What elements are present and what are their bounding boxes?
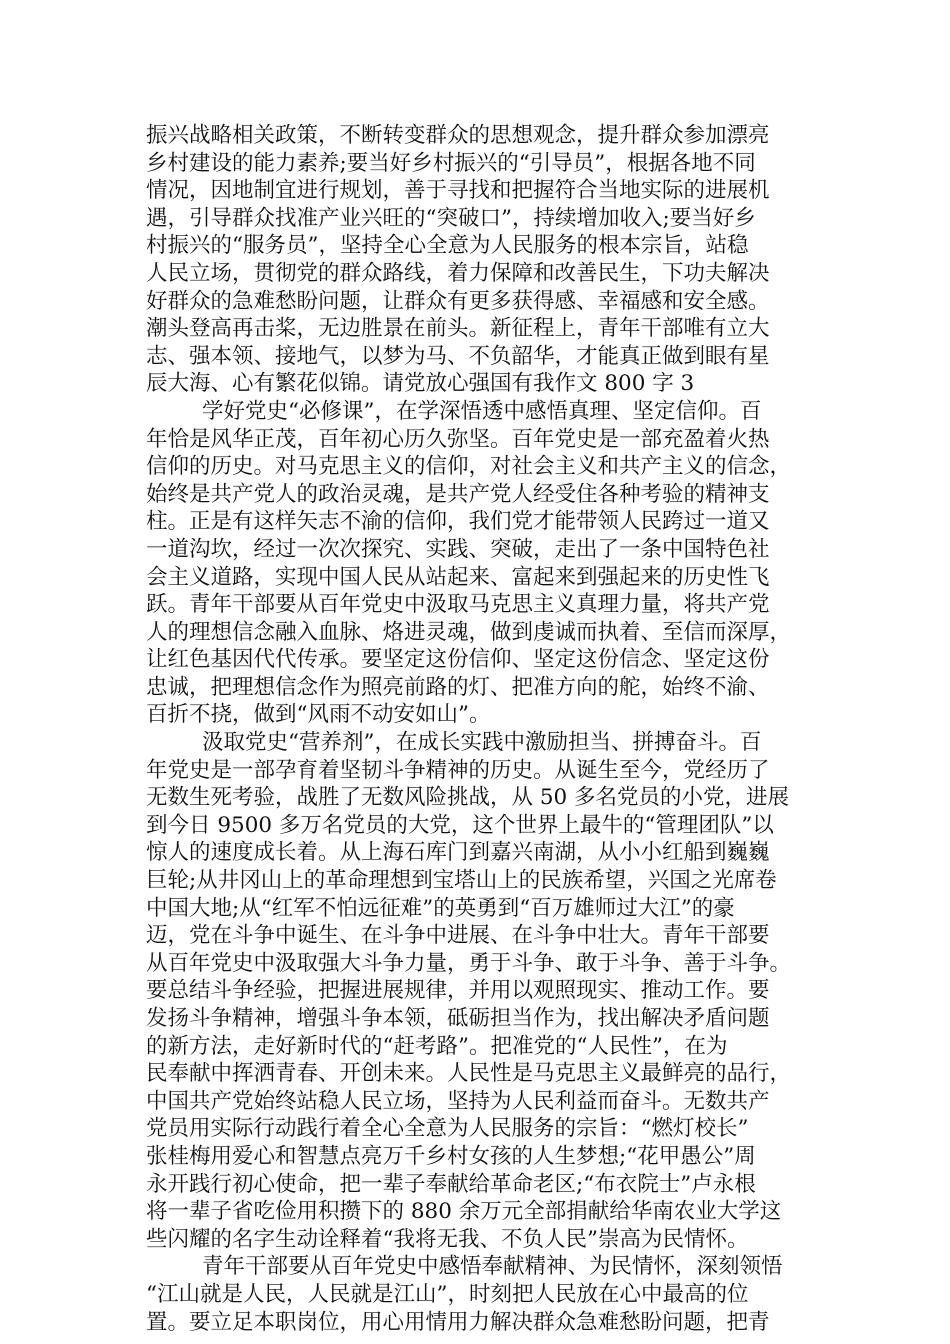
text-line: 年党史是一部孕育着坚韧斗争精神的历史。从诞生至今，党经历了 bbox=[146, 757, 770, 783]
text-line: 惊人的速度成长着。从上海石库门到嘉兴南湖，从小小红船到巍巍 bbox=[146, 840, 770, 866]
text-line: 到今日 9500 多万名党员的大党，这个世界上最牛的“管理团队”以 bbox=[146, 812, 774, 838]
text-line: 忠诚，把理想信念作为照亮前路的灯、把准方向的舵，始终不渝、 bbox=[146, 674, 770, 700]
text-line: 会主义道路，实现中国人民从站起来、富起来到强起来的历史性飞 bbox=[146, 564, 770, 590]
text-line: 信仰的历史。对马克思主义的信仰，对社会主义和共产主义的信念， bbox=[146, 454, 792, 480]
text-line: 中国大地;从“红军不怕远征难”的英勇到“百万雄师过大江”的豪 bbox=[146, 895, 735, 921]
text-line: 要总结斗争经验，把握进展规律，并用以观照现实、推动工作。要 bbox=[146, 978, 770, 1004]
text-line: 让红色基因代代传承。要坚定这份信仰、坚定这份信念、坚定这份 bbox=[146, 647, 770, 673]
text-line: 的新方法，走好新时代的“赶考路”。把准党的“人民性”，在为 bbox=[146, 1033, 728, 1059]
text-line: 党员用实际行动践行着全心全意为人民服务的宗旨：“燃灯校长” bbox=[146, 1116, 749, 1142]
text-line: 村振兴的“服务员”，坚持全心全意为人民服务的根本宗旨，站稳 bbox=[146, 233, 749, 259]
text-line: 柱。正是有这样矢志不渝的信仰，我们党才能带领人民跨过一道又 bbox=[146, 509, 770, 535]
text-line: 一道沟坎，经过一次次探究、实践、突破，走出了一条中国特色社 bbox=[146, 536, 770, 562]
text-line: 人民立场，贯彻党的群众路线，着力保障和改善民生，下功夫解决 bbox=[146, 260, 770, 286]
text-line: 从百年党史中汲取强大斗争力量，勇于斗争、敢于斗争、善于斗争。 bbox=[146, 950, 792, 976]
text-line: 振兴战略相关政策，不断转变群众的思想观念，提升群众参加漂亮 bbox=[146, 123, 770, 148]
text-line: 志、强本领、接地气，以梦为马、不负韶华，才能真正做到眼有星 bbox=[146, 343, 770, 369]
text-line: 些闪耀的名字生动诠释着“我将无我、不负人民”崇高为民情怀。 bbox=[146, 1226, 749, 1252]
paragraph-first-line: 汲取党史“营养剂”，在成长实践中激励担当、拼搏奋斗。百 bbox=[202, 730, 762, 756]
text-line: 无数生死考验，战胜了无数风险挑战，从 50 多名党员的小党，进展 bbox=[146, 785, 790, 811]
text-line: “江山就是人民，人民就是江山”，时刻把人民放在心中最高的位 bbox=[146, 1281, 749, 1307]
text-line: 巨轮;从井冈山上的革命理想到宝塔山上的民族希望，兴国之光席卷 bbox=[146, 868, 777, 894]
text-line: 遇，引导群众找准产业兴旺的“突破口”，持续增加收入;要当好乡 bbox=[146, 205, 756, 231]
paragraph-first-line: 青年干部要从百年党史中感悟奉献精神、为民情怀，深刻领悟 bbox=[202, 1254, 783, 1280]
text-line: 迈，党在斗争中诞生、在斗争中进展、在斗争中壮大。青年干部要 bbox=[146, 923, 770, 949]
text-line: 跃。青年干部要从百年党史中汲取马克思主义真理力量，将共产党 bbox=[146, 592, 770, 618]
text-line: 百折不挠，做到“风雨不动安如山”。 bbox=[146, 702, 491, 728]
text-line: 好群众的急难愁盼问题，让群众有更多获得感、幸福感和安全感。 bbox=[146, 288, 770, 314]
text-line: 民奉献中挥洒青春、开创未来。人民性是马克思主义最鲜亮的品行， bbox=[146, 1061, 792, 1087]
text-line: 乡村建设的能力素养;要当好乡村振兴的“引导员”，根据各地不同 bbox=[146, 150, 756, 176]
text-line: 潮头登高再击桨，无边胜景在前头。新征程上，青年干部唯有立大 bbox=[146, 316, 770, 342]
text-line: 辰大海、心有繁花似锦。请党放心强国有我作文 800 字 3 bbox=[146, 371, 695, 397]
paragraph-first-line: 学好党史“必修课”，在学深悟透中感悟真理、坚定信仰。百 bbox=[202, 398, 762, 424]
text-line: 永开践行初心使命，把一辈子奉献给革命老区;“布衣院士”卢永根 bbox=[146, 1171, 756, 1197]
text-line: 情况，因地制宜进行规划，善于寻找和把握符合当地实际的进展机 bbox=[146, 178, 770, 204]
text-line: 中国共产党始终站稳人民立场，坚持为人民利益而奋斗。无数共产 bbox=[146, 1088, 770, 1114]
text-line: 将一辈子省吃俭用积攒下的 880 余万元全部捐献给华南农业大学这 bbox=[146, 1199, 782, 1225]
text-line: 年恰是风华正茂，百年初心历久弥坚。百年党史是一部充盈着火热 bbox=[146, 426, 770, 452]
text-line: 张桂梅用爱心和智慧点亮万千乡村女孩的人生梦想;“花甲愚公”周 bbox=[146, 1143, 756, 1169]
document-body-text bbox=[146, 122, 822, 1336]
text-line: 发扬斗争精神，增强斗争本领，砥砺担当作为，找出解决矛盾问题 bbox=[146, 1006, 770, 1031]
text-line: 人的理想信念融入血脉、烙进灵魂，做到虔诚而执着、至信而深厚， bbox=[146, 619, 792, 645]
text-line: 置。要立足本职岗位，用心用情用力解决群众急难愁盼问题，把青 bbox=[146, 1309, 770, 1335]
text-line: 始终是共产党人的政治灵魂，是共产党人经受住各种考验的精神支 bbox=[146, 481, 770, 507]
